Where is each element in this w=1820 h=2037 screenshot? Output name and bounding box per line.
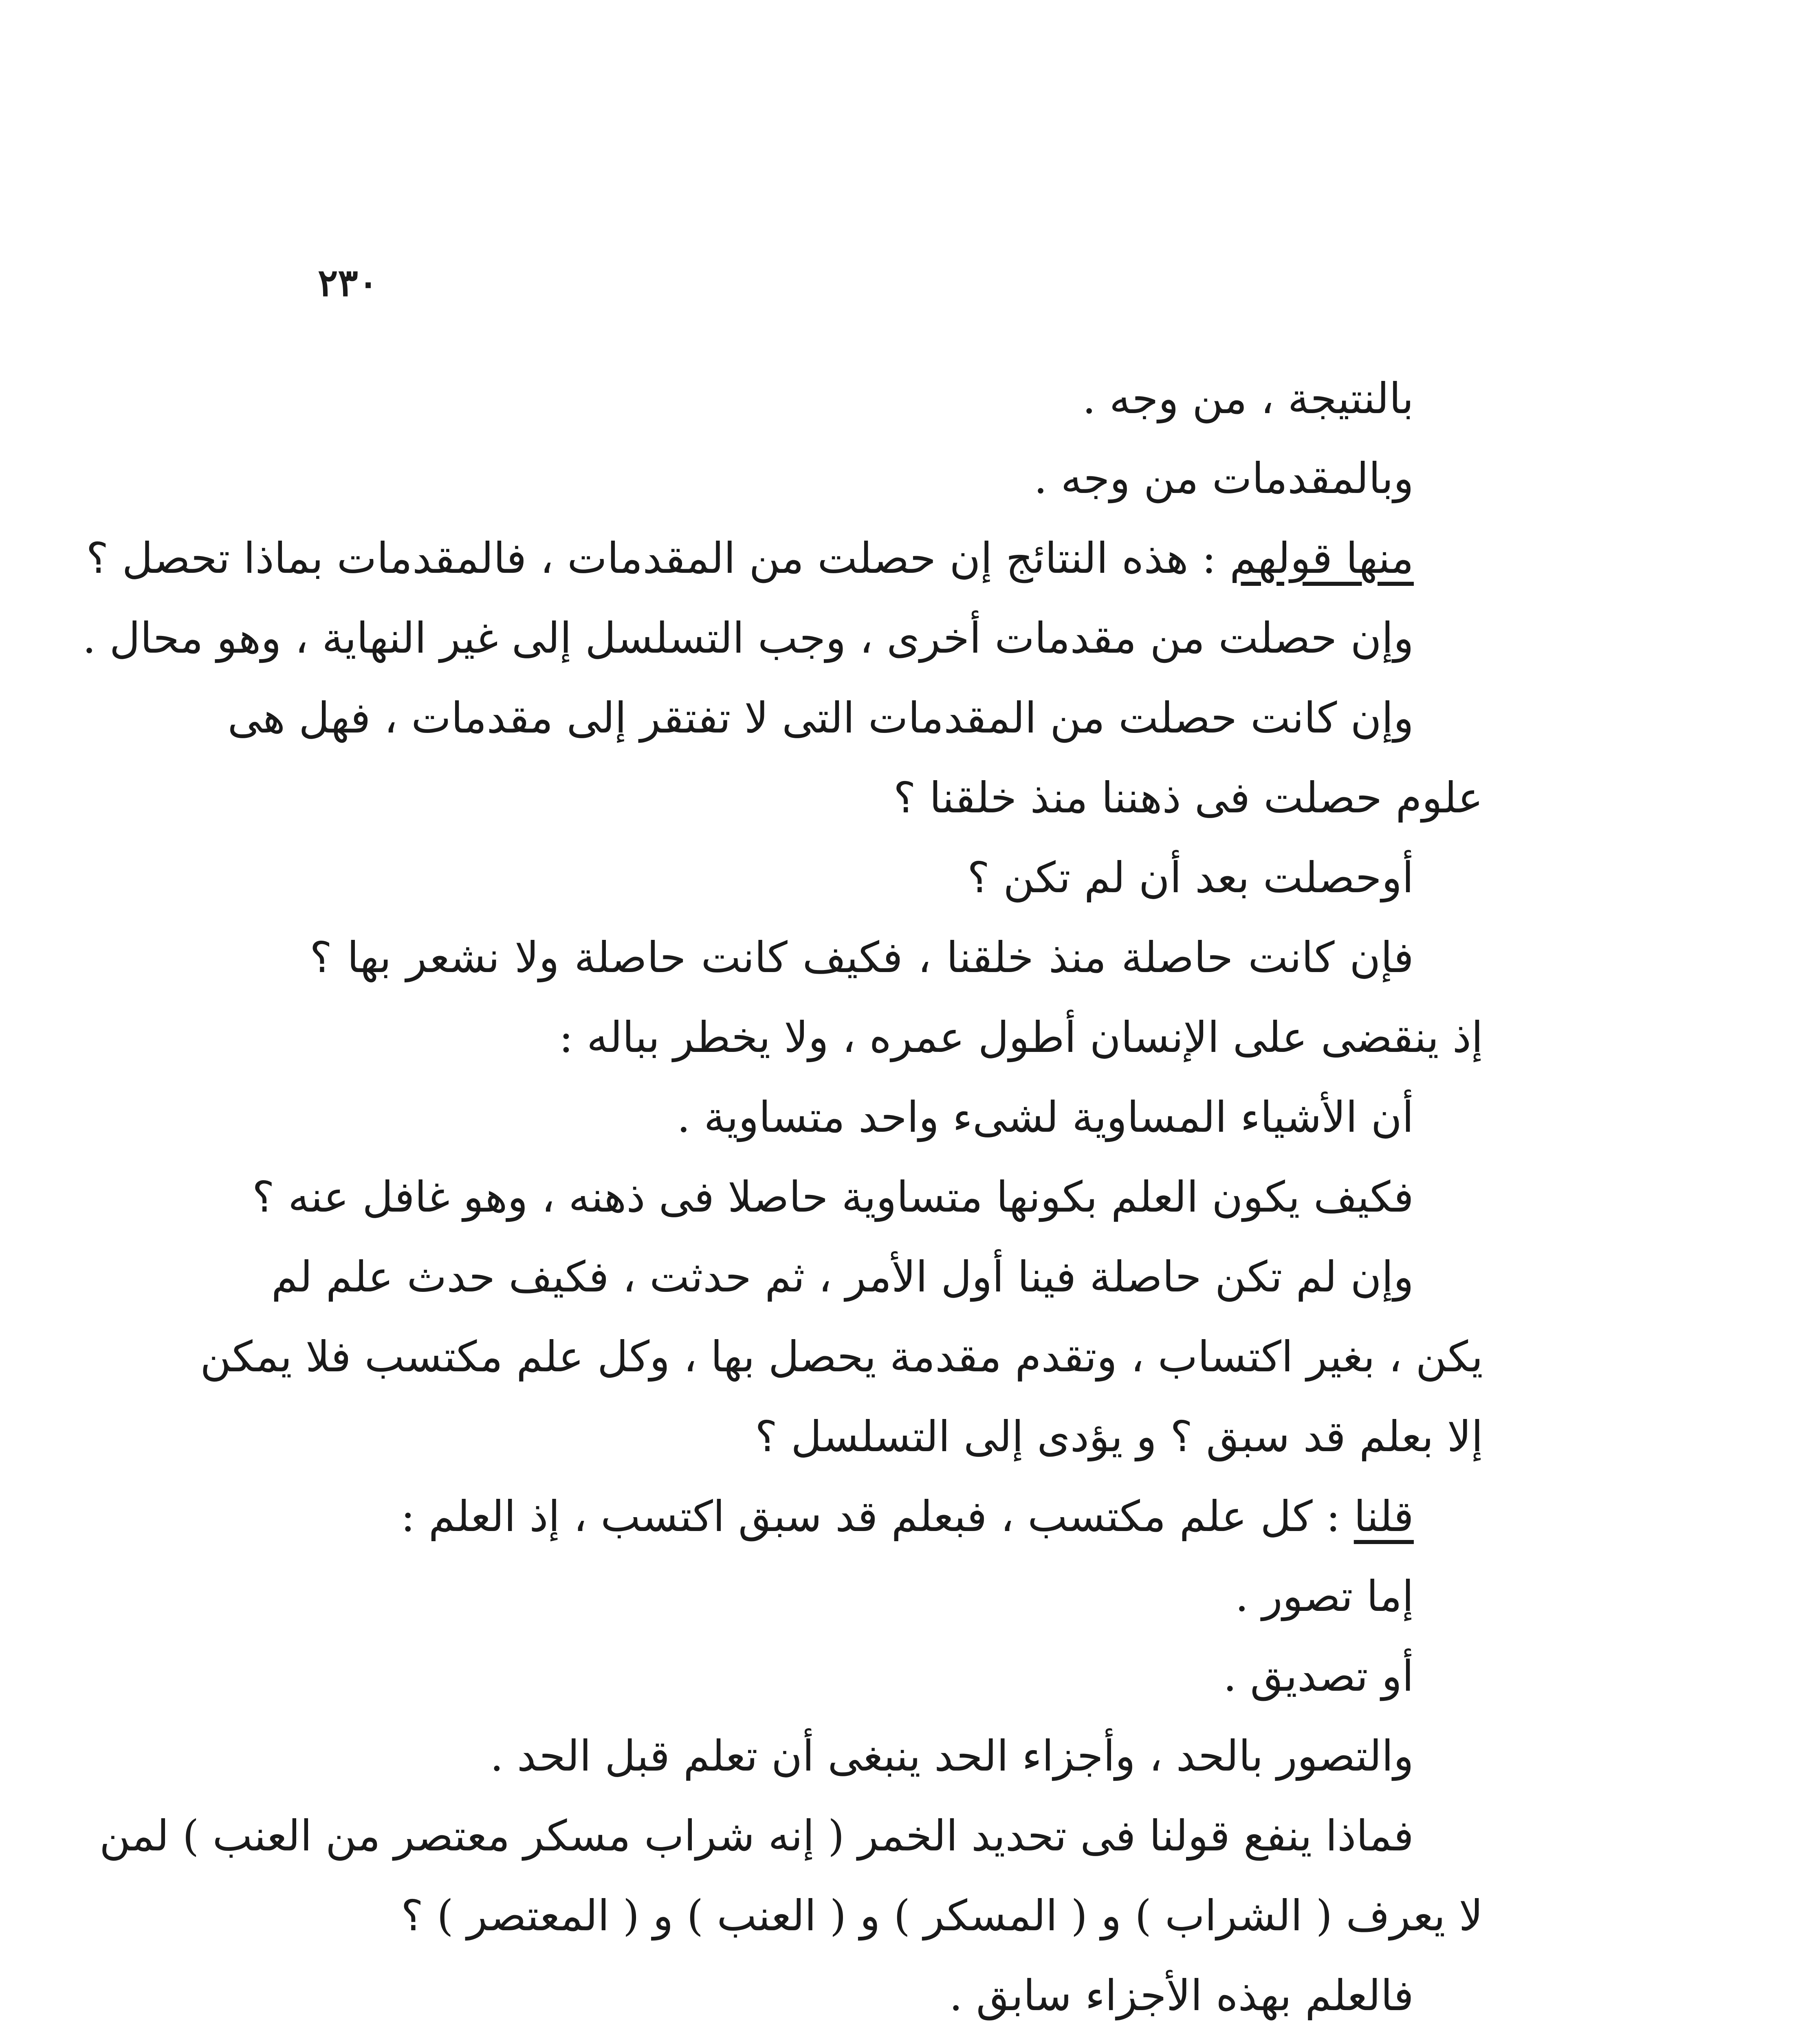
text-line: أو تصديق . <box>1223 1651 1414 1701</box>
body-text <box>82 359 1483 2037</box>
text-line: وإن لم تكن حاصلة فينا أول الأمر ، ثم حدثت ، فكيف حدث علم لم <box>271 1252 1414 1302</box>
text-line: منها قولهم : هذه النتائج إن حصلت من المقدمات ، فالمقدمات بماذا تحصل ؟ <box>86 533 1414 583</box>
text-line: يكن ، بغير اكتساب ، وتقدم مقدمة يحصل بها ، وكل علم مكتسب فلا يمكن <box>200 1332 1483 1381</box>
text-line <box>310 2035 1483 2037</box>
text-line: إذ ينقضى على الإنسان أطول عمره ، ولا يخطر بباله : <box>559 1012 1483 1062</box>
text-line: وإن حصلت من مقدمات أخرى ، وجب التسلسل إلى غير النهاية ، وهو محال . <box>82 613 1414 663</box>
text-line: أوحصلت بعد أن لم تكن ؟ <box>967 853 1414 902</box>
underlined-lead: منها قولهم <box>1229 533 1414 583</box>
text-line: فماذا ينفع قولنا فى تحديد الخمر ( إنه شراب مسكر معتصر من العنب ) لمن <box>99 1811 1414 1861</box>
text-line: فإن كانت حاصلة منذ خلقنا ، فكيف كانت حاصلة ولا نشعر بها ؟ <box>310 933 1414 982</box>
text-line: فكيف يكون العلم بكونها متساوية حاصلا فى ذهنه ، وهو غافل عنه ؟ <box>252 1172 1414 1222</box>
text-line: إما تصور . <box>1235 1571 1414 1621</box>
text-line: فالعلم بهذه الأجزاء سابق . <box>949 1971 1414 2020</box>
text-line: والتصور بالحد ، وأجزاء الحد ينبغى أن تعلم قبل الحد . <box>490 1731 1414 1781</box>
text-line: وإن كانت حصلت من المقدمات التى لا تفتقر إلى مقدمات ، فهل هى <box>227 693 1414 743</box>
text-line: قلنا : كل علم مكتسب ، فبعلم قد سبق اكتسب ، إذ العلم : <box>401 1491 1414 1541</box>
text-line: علوم حصلت فى ذهننا منذ خلقنا ؟ <box>893 773 1483 823</box>
text-line: أن الأشياء المساوية لشىء واحد متساوية . <box>677 1092 1414 1142</box>
text-line: لا يعرف ( الشراب ) و ( المسكر ) و ( العنب ) و ( المعتصر ) ؟ <box>401 1891 1483 1940</box>
text-line: وبالمقدمات من وجه . <box>1034 453 1414 503</box>
page-number: ۲۳۰ <box>318 261 379 305</box>
text-line: إلا بعلم قد سبق ؟ و يؤدى إلى التسلسل ؟ <box>755 1412 1483 1461</box>
underlined-lead: قلنا <box>1353 1491 1414 1541</box>
text-line: بالنتيجة ، من وجه . <box>1082 374 1414 423</box>
